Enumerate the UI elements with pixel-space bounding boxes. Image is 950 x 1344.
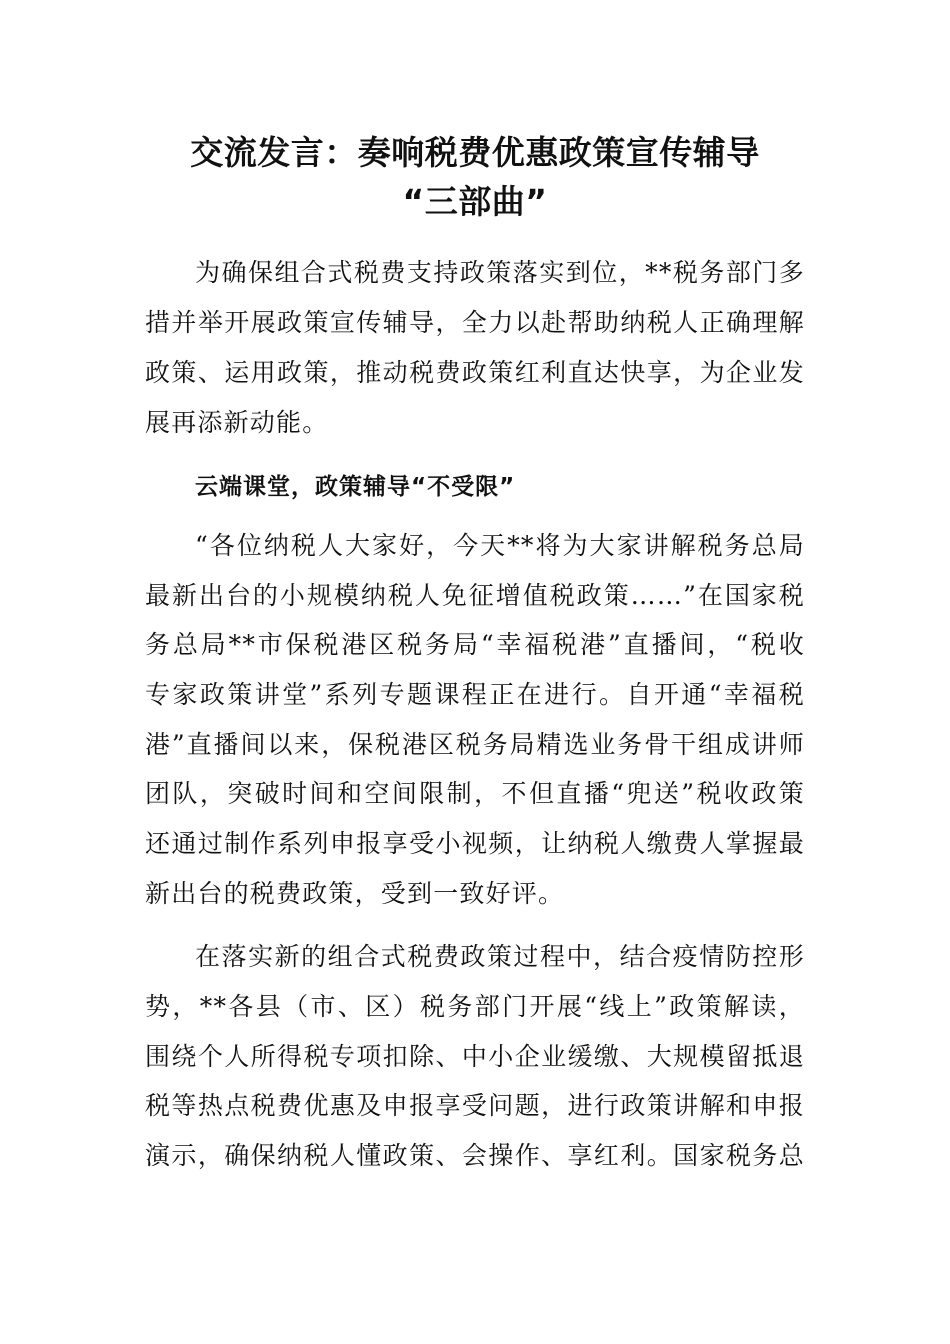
- section-heading: 云端课堂，政策辅导“不受限”: [195, 474, 516, 500]
- paragraph-2-line-2: 最新出台的小规模纳税人免征增值税政策……”在国家税: [145, 581, 805, 610]
- paragraph-1-line-3: 政策、运用政策，推动税费政策红利直达快享，为企业发: [145, 358, 805, 387]
- paragraph-2-line-8: 新出台的税费政策，受到一致好评。: [145, 879, 565, 908]
- paragraph-2-line-5: 港”直播间以来，保税港区税务局精选业务骨干组成讲师: [145, 730, 805, 759]
- paragraph-3-line-2: 势，**各县（市、区）税务部门开展“线上”政策解读，: [145, 992, 805, 1021]
- paragraph-1-line-2: 措并举开展政策宣传辅导，全力以赴帮助纳税人正确理解: [145, 308, 805, 337]
- paragraph-3-line-4: 税等热点税费优惠及申报享受问题，进行政策讲解和申报: [145, 1091, 805, 1120]
- document-title-line-1: 交流发言：奏响税费优惠政策宣传辅导: [190, 133, 760, 172]
- paragraph-3-line-3: 围绕个人所得税专项扣除、中小企业缓缴、大规模留抵退: [145, 1042, 805, 1071]
- document-title-line-2: “三部曲”: [402, 182, 548, 221]
- paragraph-2-line-1: “各位纳税人大家好，今天**将为大家讲解税务总局: [195, 531, 805, 560]
- paragraph-1-line-1: 为确保组合式税费支持政策落实到位，**税务部门多: [195, 258, 805, 287]
- paragraph-3-line-5: 演示，确保纳税人懂政策、会操作、享红利。国家税务总: [145, 1141, 805, 1170]
- paragraph-1-line-4: 展再添新动能。: [145, 408, 329, 437]
- paragraph-2-line-4: 专家政策讲堂”系列专题课程正在进行。自开通“幸福税: [145, 680, 805, 709]
- paragraph-2-line-3: 务总局**市保税港区税务局“幸福税港”直播间，“税收: [145, 630, 805, 659]
- paragraph-2-line-7: 还通过制作系列申报享受小视频，让纳税人缴费人掌握最: [145, 829, 805, 858]
- paragraph-2-line-6: 团队，突破时间和空间限制，不但直播“兜送”税收政策: [145, 779, 805, 808]
- paragraph-3-line-1: 在落实新的组合式税费政策过程中，结合疫情防控形: [195, 942, 805, 971]
